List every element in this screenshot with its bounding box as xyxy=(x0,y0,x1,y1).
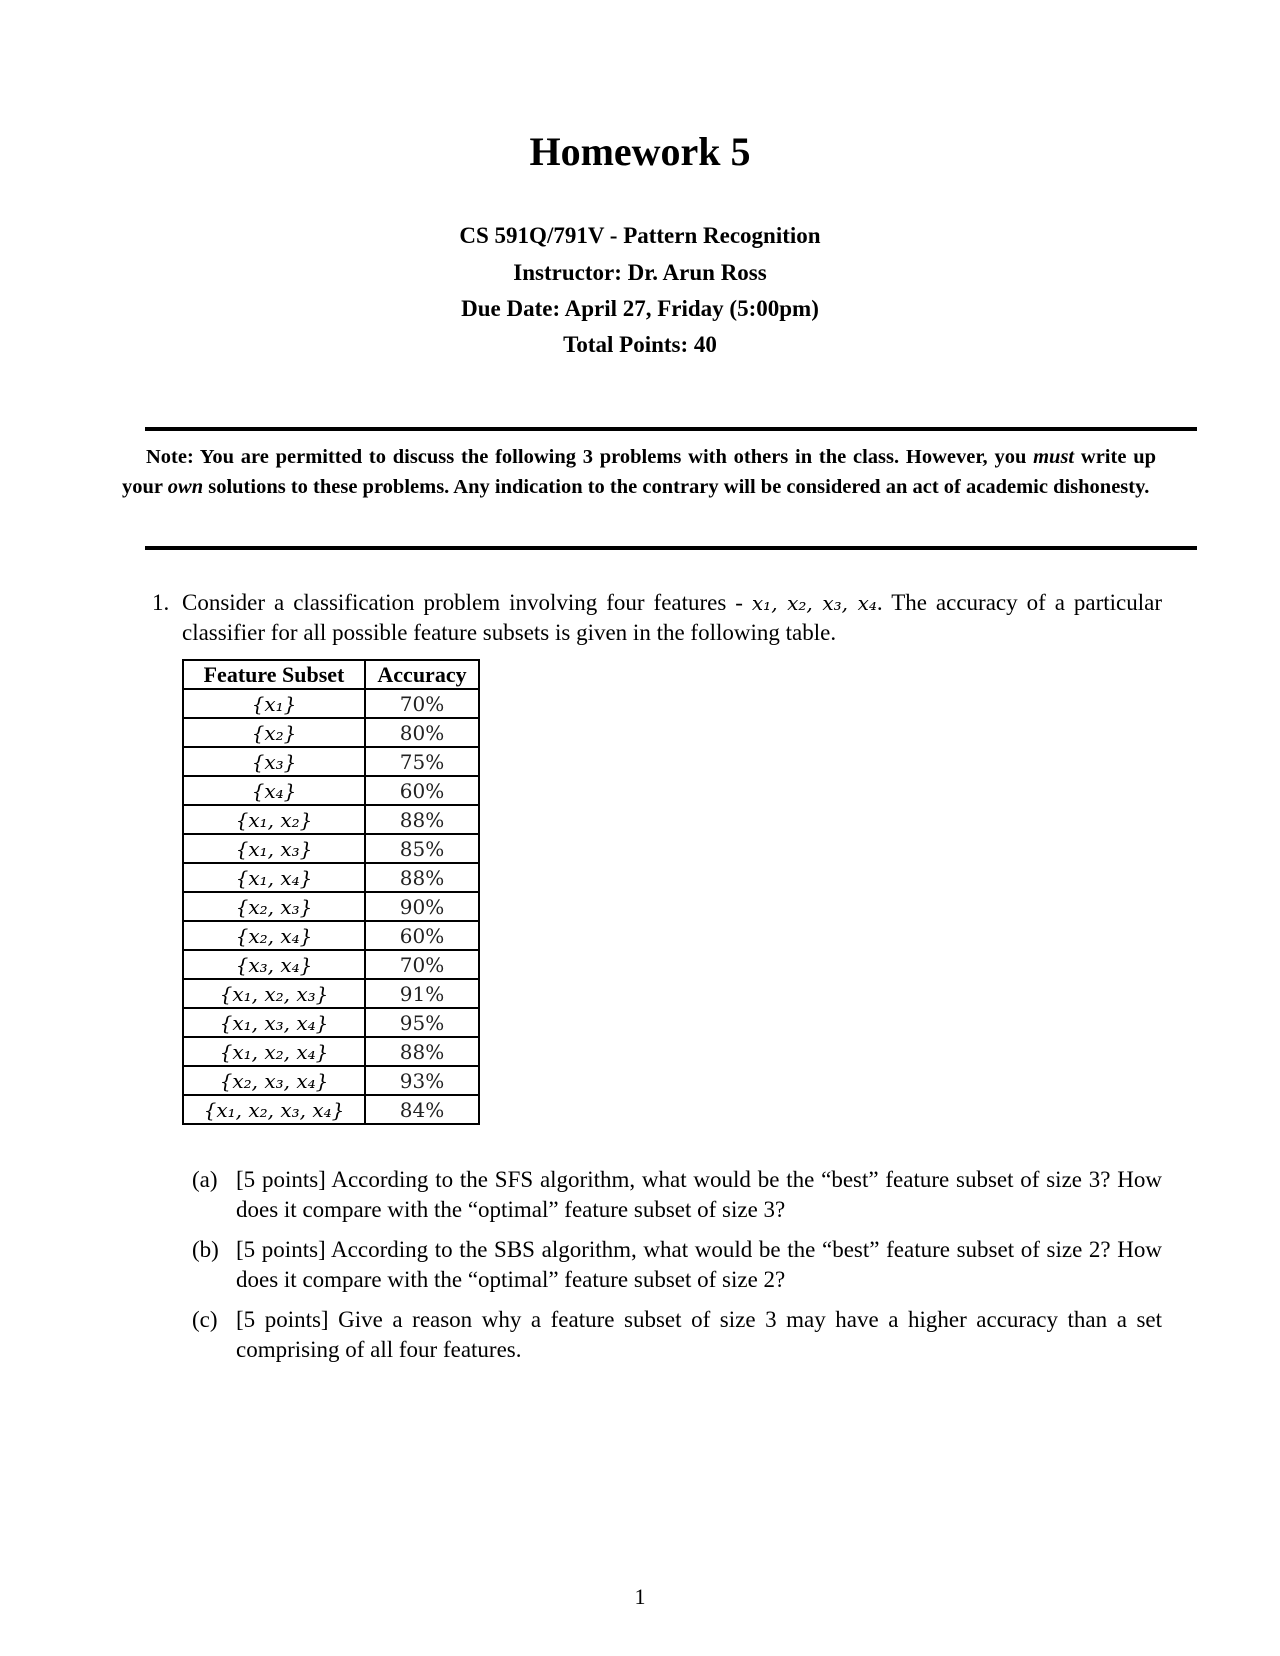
accuracy-cell: 88% xyxy=(365,805,479,834)
table-row xyxy=(183,1095,479,1124)
table-row xyxy=(183,1066,479,1095)
subset-cell: {x₃, x₄} xyxy=(183,950,365,979)
table-row xyxy=(183,863,479,892)
course-name: CS 591Q/791V - Pattern Recognition xyxy=(459,223,821,248)
subset-cell: {x₂, x₃, x₄} xyxy=(183,1066,365,1095)
accuracy-cell: 75% xyxy=(365,747,479,776)
accuracy-cell: 80% xyxy=(365,718,479,747)
subquestion-label: (c) xyxy=(192,1307,218,1332)
feature-accuracy-table xyxy=(182,659,480,1125)
honesty-note xyxy=(122,442,1156,502)
total-points: Total Points: 40 xyxy=(563,332,717,357)
accuracy-cell: 88% xyxy=(365,863,479,892)
subset-cell: {x₂, x₃} xyxy=(183,892,365,921)
subquestion-text: [5 points] According to the SBS algorithm, what would be the “best” feature subset of size 2? How does it compare with the “optimal” feature subset of size 2? xyxy=(236,1237,1162,1292)
table-header-row xyxy=(183,660,479,689)
header-feature-subset: Feature Subset xyxy=(183,660,365,689)
feature-list: x₁, x₂, x₃, x₄ xyxy=(751,591,877,615)
subquestion-text: [5 points] According to the SFS algorithm, what would be the “best” feature subset of size 3? How does it compare with the “optimal” feature subset of size 3? xyxy=(236,1167,1162,1222)
subset-cell: {x₁, x₂, x₄} xyxy=(183,1037,365,1066)
table-row xyxy=(183,921,479,950)
table-row xyxy=(183,892,479,921)
accuracy-cell: 90% xyxy=(365,892,479,921)
subquestion-b xyxy=(192,1235,1162,1295)
subset-cell: {x₁, x₃, x₄} xyxy=(183,1008,365,1037)
table-row xyxy=(183,747,479,776)
accuracy-cell: 93% xyxy=(365,1066,479,1095)
accuracy-cell: 91% xyxy=(365,979,479,1008)
instructor: Instructor: Dr. Arun Ross xyxy=(513,260,767,285)
problem-1 xyxy=(152,588,1162,648)
subset-cell: {x₁} xyxy=(183,689,365,718)
header-accuracy: Accuracy xyxy=(365,660,479,689)
subquestion-a xyxy=(192,1165,1162,1225)
note-text-3: solutions to these problems. Any indication to the contrary will be considered an act of academic dishonesty. xyxy=(203,476,1150,498)
table-row xyxy=(183,950,479,979)
table-row xyxy=(183,979,479,1008)
accuracy-cell: 60% xyxy=(365,921,479,950)
subquestion-label: (a) xyxy=(192,1167,218,1192)
subset-cell: {x₁, x₂, x₃, x₄} xyxy=(183,1095,365,1124)
problem-text-after: . The accuracy of a particular classifier for all possible feature subsets is given in the following table. xyxy=(182,590,1162,645)
accuracy-cell: 70% xyxy=(365,689,479,718)
note-emphasis-own: own xyxy=(167,476,204,498)
accuracy-cell: 60% xyxy=(365,776,479,805)
table-row xyxy=(183,805,479,834)
accuracy-cell: 84% xyxy=(365,1095,479,1124)
table-row xyxy=(183,776,479,805)
note-emphasis-must: must xyxy=(1033,446,1075,468)
subset-cell: {x₁, x₂} xyxy=(183,805,365,834)
problem-statement xyxy=(182,588,1162,648)
due-date: Due Date: April 27, Friday (5:00pm) xyxy=(461,296,819,321)
accuracy-cell: 88% xyxy=(365,1037,479,1066)
subset-cell: {x₁, x₄} xyxy=(183,863,365,892)
accuracy-cell: 95% xyxy=(365,1008,479,1037)
top-rule xyxy=(145,427,1197,431)
table-row xyxy=(183,689,479,718)
accuracy-cell: 70% xyxy=(365,950,479,979)
subset-cell: {x₁, x₃} xyxy=(183,834,365,863)
bottom-rule xyxy=(145,546,1197,550)
page-title: Homework 5 xyxy=(529,129,751,174)
subquestion-label: (b) xyxy=(192,1237,219,1262)
subset-cell: {x₂} xyxy=(183,718,365,747)
table-row xyxy=(183,718,479,747)
subset-cell: {x₄} xyxy=(183,776,365,805)
table-row xyxy=(183,1037,479,1066)
subquestion-text: [5 points] Give a reason why a feature subset of size 3 may have a higher accuracy than a set comprising of all four features. xyxy=(236,1307,1162,1362)
table-row xyxy=(183,1008,479,1037)
subset-cell: {x₃} xyxy=(183,747,365,776)
subset-cell: {x₁, x₂, x₃} xyxy=(183,979,365,1008)
subquestion-c xyxy=(192,1305,1162,1365)
problem-text-before: Consider a classification problem involving four features - xyxy=(182,590,752,615)
subset-cell: {x₂, x₄} xyxy=(183,921,365,950)
page-number: 1 xyxy=(634,1584,646,1609)
table-row xyxy=(183,834,479,863)
note-text-2: write up your xyxy=(122,446,1156,498)
note-text-1: Note: You are permitted to discuss the following 3 problems with others in the class. However, you xyxy=(146,446,1034,468)
problem-number: 1. xyxy=(152,590,170,615)
accuracy-cell: 85% xyxy=(365,834,479,863)
